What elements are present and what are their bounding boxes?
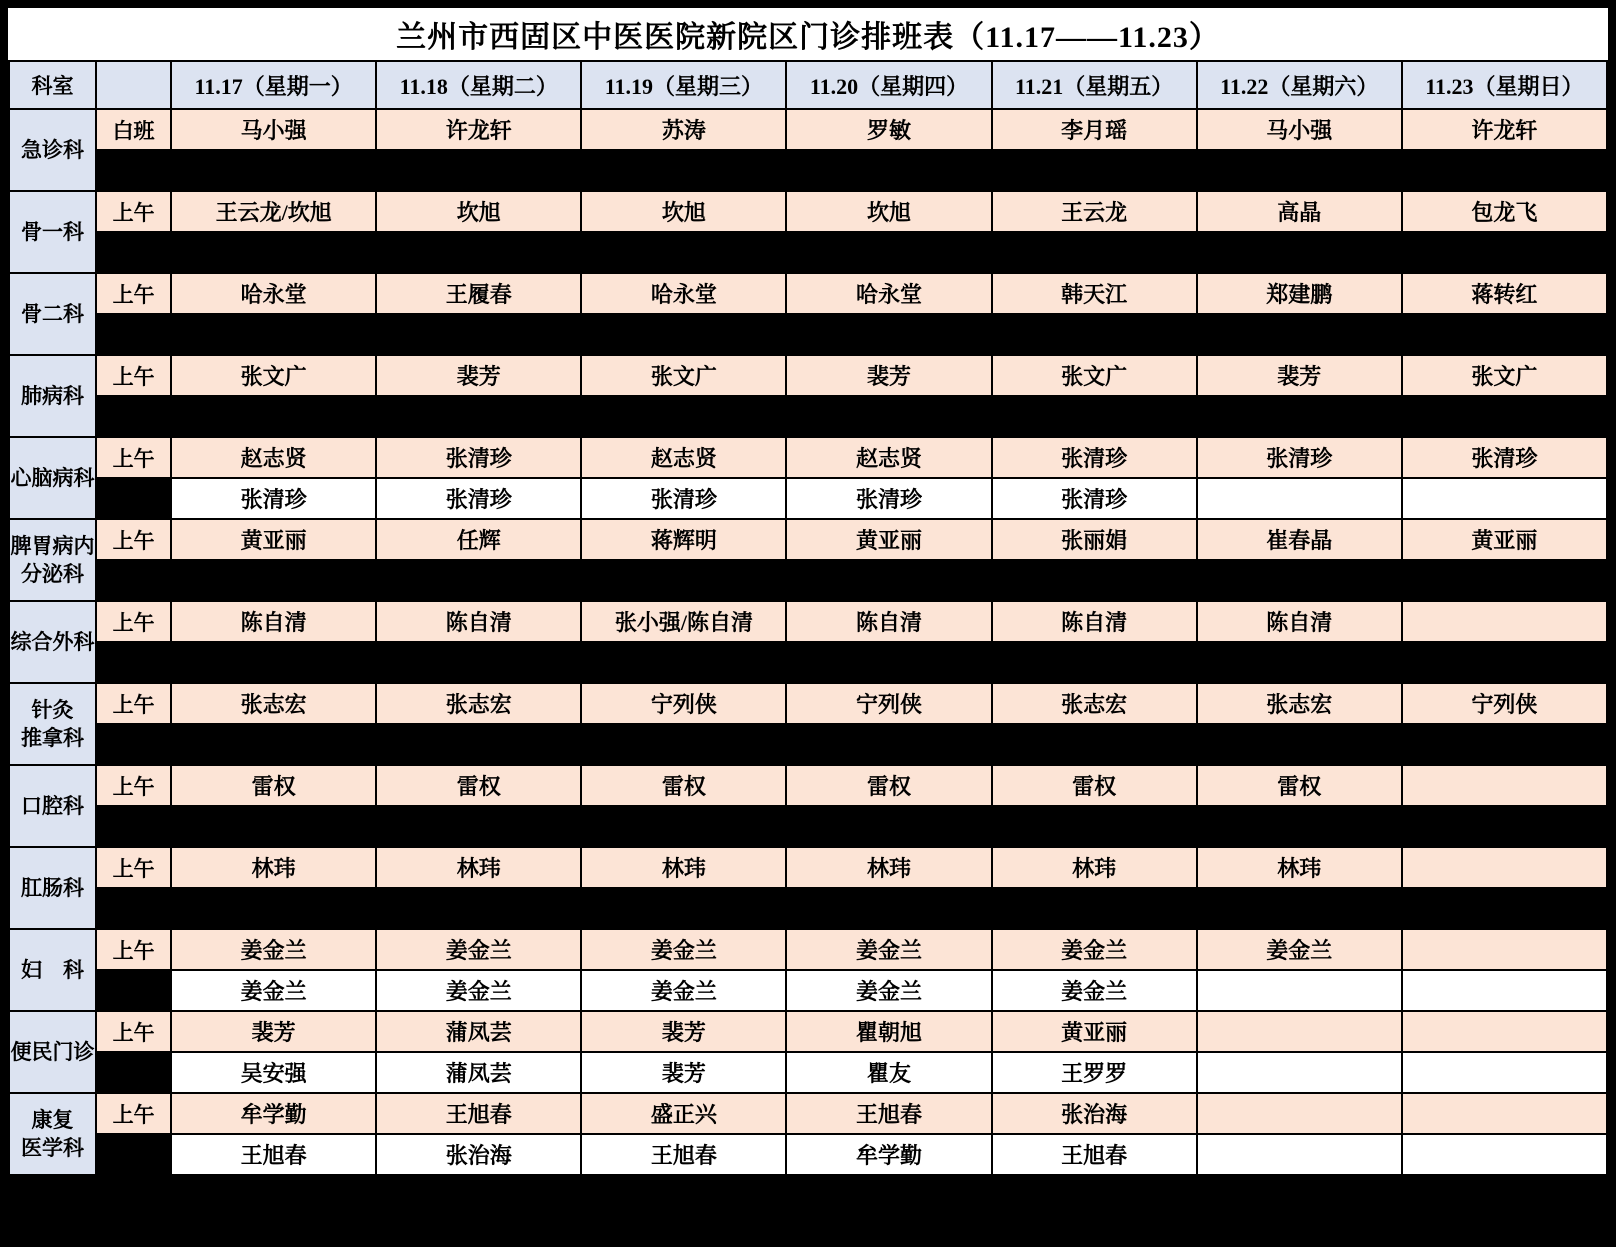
schedule-cell: 张文广: [992, 355, 1197, 396]
table-row: [9, 1093, 1607, 1134]
table-row: [9, 109, 1607, 150]
schedule-cell: 张治海: [992, 1093, 1197, 1134]
schedule-cell: 王云龙: [992, 191, 1197, 232]
schedule-cell: 宁列侠: [581, 683, 786, 724]
schedule-cell: 坎旭: [581, 191, 786, 232]
table-row: [9, 1134, 1607, 1175]
schedule-cell: 马小强: [1197, 109, 1402, 150]
schedule-cell: [1402, 1052, 1607, 1093]
schedule-cell: 苏涛: [581, 109, 786, 150]
schedule-cell: 姜金兰: [992, 970, 1197, 1011]
table-row: [9, 847, 1607, 888]
table-row: [9, 888, 1607, 929]
shift-label: 上午: [96, 519, 171, 560]
schedule-cell: 坎旭: [376, 191, 581, 232]
header-row: [9, 61, 1607, 109]
department-name: 肺病科: [9, 355, 96, 437]
schedule-cell: 牟学勤: [786, 1134, 991, 1175]
schedule-cell: [1402, 478, 1607, 519]
schedule-cell: 许龙轩: [1402, 109, 1607, 150]
schedule-cell: 任辉: [376, 519, 581, 560]
table-row: [9, 1052, 1607, 1093]
redacted-bar: [96, 724, 1607, 765]
schedule-cell: 张志宏: [1197, 683, 1402, 724]
schedule-cell: 宁列侠: [786, 683, 991, 724]
schedule-cell: 韩天江: [992, 273, 1197, 314]
table-row: [9, 970, 1607, 1011]
schedule-cell: [1197, 478, 1402, 519]
redacted-shift-label: [96, 478, 171, 519]
shift-label: 白班: [96, 109, 171, 150]
schedule-cell: 宁列侠: [1402, 683, 1607, 724]
schedule-cell: 王罗罗: [992, 1052, 1197, 1093]
table-row: [9, 560, 1607, 601]
schedule-cell: 王旭春: [376, 1093, 581, 1134]
column-header-day-7: 11.23（星期日）: [1402, 61, 1607, 109]
department-name: 心脑病科: [9, 437, 96, 519]
schedule-cell: 张清珍: [1197, 437, 1402, 478]
schedule-cell: 陈自清: [376, 601, 581, 642]
schedule-cell: 张清珍: [581, 478, 786, 519]
schedule-cell: 崔春晶: [1197, 519, 1402, 560]
department-name: 针灸 推拿科: [9, 683, 96, 765]
corner-header-shift: [96, 61, 171, 109]
shift-label: 上午: [96, 765, 171, 806]
schedule-cell: 姜金兰: [171, 929, 376, 970]
schedule-cell: 赵志贤: [581, 437, 786, 478]
schedule-cell: 林玮: [786, 847, 991, 888]
table-row: [9, 724, 1607, 765]
schedule-cell: 张丽娟: [992, 519, 1197, 560]
column-header-day-1: 11.17（星期一）: [171, 61, 376, 109]
schedule-cell: 姜金兰: [171, 970, 376, 1011]
schedule-cell: 王云龙/坎旭: [171, 191, 376, 232]
schedule-cell: 赵志贤: [171, 437, 376, 478]
schedule-cell: 雷权: [992, 765, 1197, 806]
schedule-cell: [1197, 1134, 1402, 1175]
schedule-cell: 雷权: [1197, 765, 1402, 806]
redacted-bar: [96, 314, 1607, 355]
schedule-cell: 蒲凤芸: [376, 1011, 581, 1052]
column-header-day-3: 11.19（星期三）: [581, 61, 786, 109]
schedule-cell: 黄亚丽: [1402, 519, 1607, 560]
schedule-cell: [1402, 765, 1607, 806]
schedule-cell: [1402, 847, 1607, 888]
schedule-cell: [1402, 601, 1607, 642]
redacted-bar: [96, 806, 1607, 847]
department-name: 肛肠科: [9, 847, 96, 929]
schedule-cell: 蒋转红: [1402, 273, 1607, 314]
page-title: 兰州市西固区中医医院新院区门诊排班表（11.17——11.23）: [8, 8, 1608, 60]
department-name: 骨二科: [9, 273, 96, 355]
schedule-cell: 陈自清: [992, 601, 1197, 642]
schedule-cell: 林玮: [1197, 847, 1402, 888]
schedule-cell: [1197, 1052, 1402, 1093]
schedule-table: [8, 60, 1608, 1176]
table-row: [9, 601, 1607, 642]
schedule-cell: 张清珍: [786, 478, 991, 519]
schedule-cell: 张志宏: [376, 683, 581, 724]
shift-label: 上午: [96, 437, 171, 478]
table-row: [9, 150, 1607, 191]
schedule-cell: 王旭春: [786, 1093, 991, 1134]
table-row: [9, 1011, 1607, 1052]
redacted-bar: [96, 888, 1607, 929]
table-row: [9, 232, 1607, 273]
department-name: 骨一科: [9, 191, 96, 273]
schedule-cell: 王旭春: [171, 1134, 376, 1175]
schedule-cell: 张小强/陈自清: [581, 601, 786, 642]
schedule-cell: 牟学勤: [171, 1093, 376, 1134]
department-name: 康复 医学科: [9, 1093, 96, 1175]
schedule-cell: 马小强: [171, 109, 376, 150]
shift-label: 上午: [96, 1093, 171, 1134]
schedule-cell: 姜金兰: [376, 929, 581, 970]
schedule-cell: 张清珍: [1402, 437, 1607, 478]
schedule-cell: 蒋辉明: [581, 519, 786, 560]
schedule-cell: [1197, 1011, 1402, 1052]
schedule-cell: 张志宏: [992, 683, 1197, 724]
schedule-cell: [1197, 970, 1402, 1011]
schedule-cell: 赵志贤: [786, 437, 991, 478]
table-row: [9, 683, 1607, 724]
schedule-cell: 陈自清: [1197, 601, 1402, 642]
table-row: [9, 437, 1607, 478]
schedule-cell: 姜金兰: [376, 970, 581, 1011]
corner-header-department: 科室: [9, 61, 96, 109]
redacted-bar: [96, 232, 1607, 273]
schedule-cell: 高晶: [1197, 191, 1402, 232]
table-row: [9, 806, 1607, 847]
schedule-cell: 林玮: [992, 847, 1197, 888]
schedule-cell: 姜金兰: [992, 929, 1197, 970]
schedule-cell: 姜金兰: [581, 970, 786, 1011]
shift-label: 上午: [96, 847, 171, 888]
schedule-cell: 张文广: [581, 355, 786, 396]
schedule-cell: 蒲凤芸: [376, 1052, 581, 1093]
table-row: [9, 642, 1607, 683]
schedule-cell: 张清珍: [992, 437, 1197, 478]
schedule-cell: 林玮: [171, 847, 376, 888]
schedule-cell: 瞿朝旭: [786, 1011, 991, 1052]
column-header-day-5: 11.21（星期五）: [992, 61, 1197, 109]
schedule-cell: 张清珍: [992, 478, 1197, 519]
schedule-cell: 哈永堂: [581, 273, 786, 314]
schedule-cell: 裴芳: [786, 355, 991, 396]
schedule-cell: 王履春: [376, 273, 581, 314]
table-row: [9, 314, 1607, 355]
schedule-cell: 哈永堂: [171, 273, 376, 314]
column-header-day-4: 11.20（星期四）: [786, 61, 991, 109]
schedule-cell: 裴芳: [581, 1011, 786, 1052]
schedule-cell: 张治海: [376, 1134, 581, 1175]
schedule-cell: 林玮: [376, 847, 581, 888]
schedule-cell: [1402, 1011, 1607, 1052]
shift-label: 上午: [96, 273, 171, 314]
schedule-cell: 陈自清: [171, 601, 376, 642]
table-row: [9, 191, 1607, 232]
redacted-shift-label: [96, 1052, 171, 1093]
redacted-shift-label: [96, 1134, 171, 1175]
schedule-cell: [1402, 1093, 1607, 1134]
schedule-cell: 黄亚丽: [171, 519, 376, 560]
schedule-cell: 盛正兴: [581, 1093, 786, 1134]
schedule-sheet: [8, 8, 1608, 1176]
schedule-cell: 罗敏: [786, 109, 991, 150]
schedule-cell: 雷权: [171, 765, 376, 806]
schedule-cell: 雷权: [581, 765, 786, 806]
department-name: 妇 科: [9, 929, 96, 1011]
schedule-cell: 哈永堂: [786, 273, 991, 314]
table-row: [9, 273, 1607, 314]
schedule-cell: 黄亚丽: [992, 1011, 1197, 1052]
schedule-cell: 林玮: [581, 847, 786, 888]
schedule-cell: 张清珍: [171, 478, 376, 519]
shift-label: 上午: [96, 601, 171, 642]
schedule-cell: 雷权: [376, 765, 581, 806]
shift-label: 上午: [96, 191, 171, 232]
schedule-cell: 李月瑶: [992, 109, 1197, 150]
schedule-cell: 张志宏: [171, 683, 376, 724]
department-name: 便民门诊: [9, 1011, 96, 1093]
schedule-cell: 郑建鹏: [1197, 273, 1402, 314]
table-row: [9, 396, 1607, 437]
redacted-bar: [96, 150, 1607, 191]
schedule-cell: 雷权: [786, 765, 991, 806]
schedule-cell: 陈自清: [786, 601, 991, 642]
department-name: 口腔科: [9, 765, 96, 847]
schedule-cell: 黄亚丽: [786, 519, 991, 560]
redacted-bar: [96, 560, 1607, 601]
schedule-cell: 姜金兰: [581, 929, 786, 970]
shift-label: 上午: [96, 1011, 171, 1052]
schedule-cell: [1402, 1134, 1607, 1175]
shift-label: 上午: [96, 683, 171, 724]
department-name: 综合外科: [9, 601, 96, 683]
schedule-cell: 坎旭: [786, 191, 991, 232]
schedule-cell: [1402, 929, 1607, 970]
column-header-day-6: 11.22（星期六）: [1197, 61, 1402, 109]
department-name: 脾胃病内 分泌科: [9, 519, 96, 601]
shift-label: 上午: [96, 355, 171, 396]
schedule-cell: 姜金兰: [1197, 929, 1402, 970]
schedule-cell: 姜金兰: [786, 929, 991, 970]
table-row: [9, 929, 1607, 970]
schedule-cell: 王旭春: [992, 1134, 1197, 1175]
schedule-cell: 张文广: [171, 355, 376, 396]
redacted-bar: [96, 642, 1607, 683]
schedule-cell: 许龙轩: [376, 109, 581, 150]
schedule-cell: 裴芳: [581, 1052, 786, 1093]
schedule-cell: 张文广: [1402, 355, 1607, 396]
table-row: [9, 519, 1607, 560]
redacted-bar: [96, 396, 1607, 437]
department-name: 急诊科: [9, 109, 96, 191]
schedule-cell: 裴芳: [376, 355, 581, 396]
schedule-cell: 包龙飞: [1402, 191, 1607, 232]
schedule-cell: 姜金兰: [786, 970, 991, 1011]
schedule-cell: [1197, 1093, 1402, 1134]
schedule-cell: 裴芳: [1197, 355, 1402, 396]
schedule-cell: 瞿友: [786, 1052, 991, 1093]
schedule-cell: 张清珍: [376, 437, 581, 478]
redacted-shift-label: [96, 970, 171, 1011]
table-row: [9, 355, 1607, 396]
schedule-cell: 张清珍: [376, 478, 581, 519]
table-row: [9, 478, 1607, 519]
schedule-cell: 王旭春: [581, 1134, 786, 1175]
table-row: [9, 765, 1607, 806]
shift-label: 上午: [96, 929, 171, 970]
schedule-cell: [1402, 970, 1607, 1011]
column-header-day-2: 11.18（星期二）: [376, 61, 581, 109]
schedule-cell: 裴芳: [171, 1011, 376, 1052]
schedule-cell: 吴安强: [171, 1052, 376, 1093]
